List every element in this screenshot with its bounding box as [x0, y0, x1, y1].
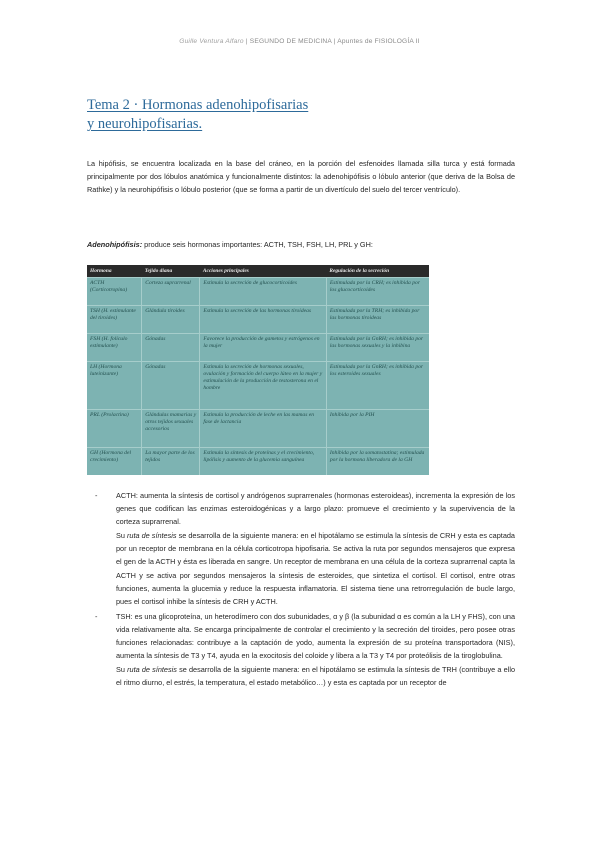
list-item-acth [95, 489, 515, 608]
table-cell: Gónadas [142, 333, 200, 361]
table-cell: Favorece la producción de gametos y estrógenos en la mujer [200, 333, 327, 361]
sub-emphasis: ruta de síntesis [126, 531, 177, 541]
adenohipofisis-lead: Adenohipófisis: [87, 240, 143, 249]
table-row [87, 278, 429, 306]
table-cell: Gónadas [142, 361, 200, 409]
title-line-2: y neurohipofisarias. [87, 116, 203, 132]
document-title [87, 96, 308, 134]
table-cell: Estimula la producción de leche en las mamas en fase de lactancia [200, 410, 327, 448]
table-cell: FSH (H. folículo estimulante) [87, 333, 142, 361]
table-cell: GH (Hormona del crecimiento) [87, 448, 142, 475]
table-header-cell: Regulación de la secreción [326, 265, 429, 278]
bullet-dash: - [95, 491, 98, 500]
table-cell: Estimula la secreción de hormonas sexuales, ovulación y formación del cuerpo lúteo en la mujer y estimulación de la producción de testosterona en el hombre [200, 361, 327, 409]
table-cell: Inhibida por la somatostatina; estimulada por la hormona liberadora de la GH [326, 448, 429, 475]
table-row [87, 410, 429, 448]
page-header [0, 38, 599, 45]
table-row [87, 361, 429, 409]
table-cell: Estimula la secreción de las hormonas tiroideas [200, 305, 327, 333]
header-separator: | [243, 38, 250, 45]
table-cell: Estimulada por la GnRH; es inhibida por los esteroides sexuales [326, 361, 429, 409]
table-cell: Glándula tiroides [142, 305, 200, 333]
table-row [87, 305, 429, 333]
sub-text: se desarrolla de la siguiente manera: en el hipotálamo se estimula la síntesis de TRH (contribuye a ello el ritmo diurno, el estrés, la temperatura, el estado metabólico…) y esta es captada por un receptor de [116, 665, 515, 688]
bullet-sub-paragraph [116, 529, 515, 608]
hormone-table [87, 265, 429, 475]
table-cell: Estimulada por la TRH; es inhibida por las hormonas tiroideas [326, 305, 429, 333]
sub-prefix: Su [116, 665, 128, 675]
table-cell: Estimula la síntesis de proteínas y el crecimiento, lipólisis y aumento de la glucemia sanguínea [200, 448, 327, 475]
adenohipofisis-text: produce seis hormonas importantes: ACTH, TSH, FSH, LH, PRL y GH: [142, 240, 373, 249]
bullet-sub-paragraph [116, 663, 515, 689]
table-row [87, 333, 429, 361]
sub-emphasis: ruta de síntesis [127, 665, 177, 675]
table-cell: ACTH (Corticotropina) [87, 278, 142, 306]
bullet-dash: - [95, 611, 98, 621]
table-row [87, 448, 429, 475]
table-cell: LH (Hormona luteinizante) [87, 361, 142, 409]
table-cell: TSH (H. estimulante del tiroides) [87, 305, 142, 333]
intro-paragraph: La hipófisis, se encuentra localizada en la base del cráneo, en la porción del esfenoides llamada silla turca y está formada principalmente por dos lóbulos anatómica y funcionalmente distintos: la adenohipófisis o lóbulo anterior (que deriva de la Bolsa de Rathke) y la neurohipófisis o lóbulo posterior (que se forma a partir de un divertículo del suelo del tercer ventrículo). [87, 159, 515, 194]
hormone-bullet-list [95, 489, 515, 689]
table-cell: Estimulada por la GnRH; es inhibida por las hormonas sexuales y la inhibina [326, 333, 429, 361]
bullet-main-text: ACTH: aumenta la síntesis de cortisol y andrógenos suprarrenales (hormonas esteroideas), incrementa la expresión de los genes que codifican las enzimas esteroidogénicas y a largo plazo: promueve el crecimiento y la supervivencia de la corteza suprarrenal. [116, 491, 515, 527]
table-cell: Glándulas mamarias y otros tejidos sexuales accesorios [142, 410, 200, 448]
table-cell: Estimula la secreción de glucocorticoides [200, 278, 327, 306]
table-cell: Estimulada por la CRH; es inhibida por los glucocorticoides [326, 278, 429, 306]
table-header-row [87, 265, 429, 278]
title-line-1: Tema 2 · Hormonas adenohipofisarias [87, 97, 309, 113]
header-course: SEGUNDO DE MEDICINA [249, 38, 332, 45]
table-cell: Corteza suprarrenal [142, 278, 200, 306]
sub-prefix: Su [116, 531, 127, 541]
table-cell: La mayor parte de los tejidos [142, 448, 200, 475]
table-header-cell: Tejido diana [142, 265, 200, 278]
adenohipofisis-paragraph [87, 239, 515, 252]
bullet-main-text: TSH: es una glicoproteína, un heterodímero con dos subunidades, α y β (la subunidad α es común a la LH y FHS), con una vida relativamente alta. Se encarga principalmente de controlar el crecimiento y la secreción del tiroides, pero posee otras funciones relacionadas: contribuye a la captación de yodo, aumenta la expresión de su proteína transportadora (NIS), aumenta la síntesis de T3 y T4, ayuda en la exocitosis del coloide y libera a la T3 y T4 por proteólisis de la tiroglobulina. [116, 611, 515, 661]
table-cell: Inhibida por la PIH [326, 410, 429, 448]
header-separator: | [331, 38, 338, 45]
table-header-cell: Acciones principales [200, 265, 327, 278]
sub-text: se desarrolla de la siguiente manera: en el hipotálamo se estimula la síntesis de CRH y esta es captada por un receptor de membrana en la célula corticotropa hipofisaria. Se activa la ruta por segundos mensajeros que expresa el gen de la ACTH y ésta es liberada en sangre. Un receptor de membrana en una célula de la corteza suprarrenal capta la ACTH y se activa por segundos mensajeros la síntesis de esteroides, que sintetiza el cortisol. El cortisol, entre otras funciones, aumenta la glucemia y reduce la respuesta inflamatoria. El sistema tiene una retrorregulación de bucle largo, pues el cortisol inhibe la síntesis de CRH y ACTH. [116, 531, 515, 606]
table-header-cell: Hormona [87, 265, 142, 278]
table-cell: PRL (Prolactina) [87, 410, 142, 448]
header-author: Guille Ventura Alfaro [179, 38, 244, 45]
header-subject: Apuntes de FISIOLOGÍA II [337, 38, 420, 45]
list-item-tsh [95, 610, 515, 690]
